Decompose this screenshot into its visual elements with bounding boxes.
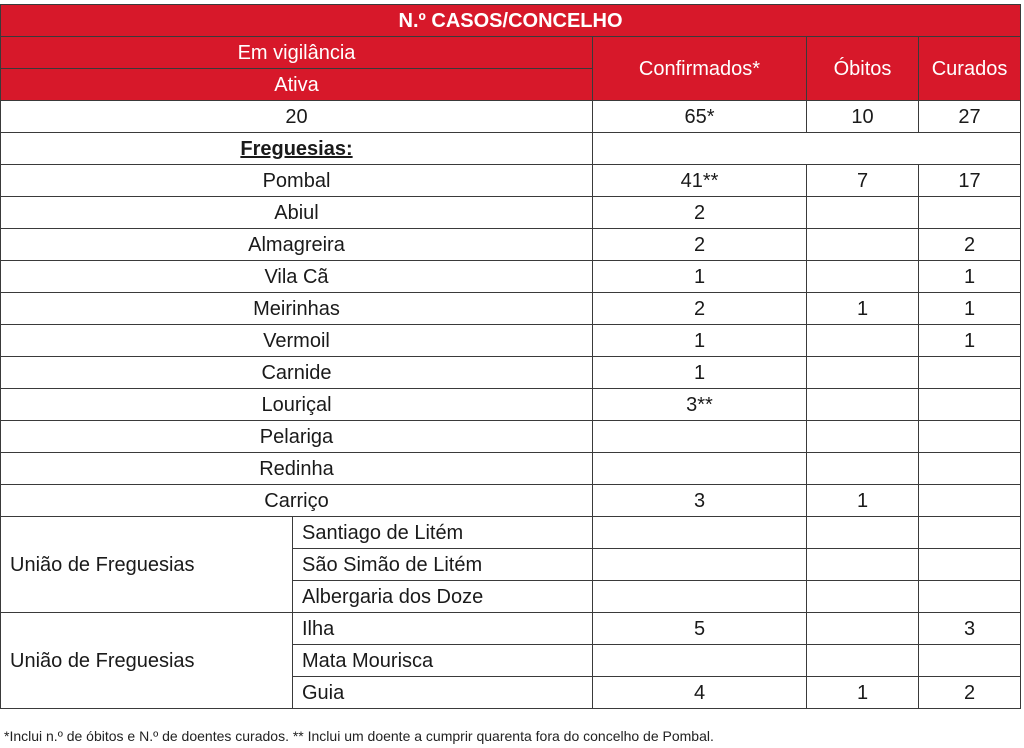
confirmados-cell — [593, 645, 807, 677]
freguesias-heading-row — [1, 133, 1021, 165]
curados-cell: 17 — [919, 165, 1021, 197]
obitos-cell — [807, 261, 919, 293]
uniao-label: União de Freguesias — [1, 517, 293, 613]
curados-cell — [919, 357, 1021, 389]
confirmados-cell — [593, 517, 807, 549]
confirmados-cell — [593, 421, 807, 453]
obitos-cell — [807, 421, 919, 453]
obitos-cell: 1 — [807, 293, 919, 325]
table-row — [1, 389, 1021, 421]
confirmados-cell: 1 — [593, 261, 807, 293]
obitos-cell — [807, 229, 919, 261]
curados-cell — [919, 421, 1021, 453]
obitos-cell — [807, 517, 919, 549]
curados-cell: 2 — [919, 229, 1021, 261]
table-row — [1, 165, 1021, 197]
table-row — [1, 197, 1021, 229]
freguesia-name: Redinha — [1, 453, 593, 485]
freguesia-name: Almagreira — [1, 229, 593, 261]
freguesia-name: Louriçal — [1, 389, 593, 421]
confirmados-cell: 1 — [593, 325, 807, 357]
uniao-member-name: Guia — [293, 677, 593, 709]
uniao-member-name: São Simão de Litém — [293, 549, 593, 581]
curados-cell: 1 — [919, 293, 1021, 325]
header-confirmados: Confirmados* — [593, 37, 807, 101]
curados-cell — [919, 517, 1021, 549]
curados-cell — [919, 581, 1021, 613]
uniao-label: União de Freguesias — [1, 613, 293, 709]
curados-cell: 2 — [919, 677, 1021, 709]
obitos-cell — [807, 613, 919, 645]
curados-cell: 3 — [919, 613, 1021, 645]
curados-cell — [919, 645, 1021, 677]
footnote: *Inclui n.º de óbitos e N.º de doentes curados. ** Inclui um doente a cumprir quarenta fora do concelho de Pombal. — [4, 728, 714, 744]
header-vigilancia-line2: Ativa — [1, 69, 593, 101]
uniao-member-name: Ilha — [293, 613, 593, 645]
curados-cell — [919, 549, 1021, 581]
confirmados-cell: 5 — [593, 613, 807, 645]
totals-row — [1, 101, 1021, 133]
curados-cell: 1 — [919, 325, 1021, 357]
freguesias-heading: Freguesias: — [1, 133, 593, 165]
table-row — [1, 261, 1021, 293]
table-row — [1, 453, 1021, 485]
uniao-member-name: Albergaria dos Doze — [293, 581, 593, 613]
freguesia-name: Vila Cã — [1, 261, 593, 293]
freguesia-name: Pombal — [1, 165, 593, 197]
confirmados-cell: 41** — [593, 165, 807, 197]
confirmados-cell — [593, 581, 807, 613]
table-row — [1, 229, 1021, 261]
freguesia-name: Carnide — [1, 357, 593, 389]
curados-cell — [919, 197, 1021, 229]
obitos-cell — [807, 197, 919, 229]
cases-table — [0, 4, 1021, 709]
obitos-cell — [807, 389, 919, 421]
confirmados-cell: 2 — [593, 229, 807, 261]
table-row — [1, 613, 1021, 645]
header-obitos: Óbitos — [807, 37, 919, 101]
total-confirmados: 65* — [593, 101, 807, 133]
table-row — [1, 325, 1021, 357]
total-vigilancia: 20 — [1, 101, 593, 133]
obitos-cell: 1 — [807, 485, 919, 517]
obitos-cell — [807, 645, 919, 677]
curados-cell — [919, 453, 1021, 485]
curados-cell — [919, 485, 1021, 517]
header-vigilancia-line1: Em vigilância — [1, 37, 593, 69]
uniao-member-name: Mata Mourisca — [293, 645, 593, 677]
freguesia-name: Vermoil — [1, 325, 593, 357]
confirmados-cell: 3 — [593, 485, 807, 517]
total-curados: 27 — [919, 101, 1021, 133]
confirmados-cell: 2 — [593, 293, 807, 325]
freguesia-name: Pelariga — [1, 421, 593, 453]
obitos-cell — [807, 357, 919, 389]
curados-cell: 1 — [919, 261, 1021, 293]
obitos-cell: 1 — [807, 677, 919, 709]
confirmados-cell: 1 — [593, 357, 807, 389]
obitos-cell — [807, 581, 919, 613]
header-curados: Curados — [919, 37, 1021, 101]
uniao-member-name: Santiago de Litém — [293, 517, 593, 549]
table-title: N.º CASOS/CONCELHO — [1, 5, 1021, 37]
confirmados-cell: 4 — [593, 677, 807, 709]
confirmados-cell — [593, 549, 807, 581]
confirmados-cell: 2 — [593, 197, 807, 229]
table-row — [1, 485, 1021, 517]
confirmados-cell: 3** — [593, 389, 807, 421]
freguesia-name: Abiul — [1, 197, 593, 229]
curados-cell — [919, 389, 1021, 421]
table-row — [1, 421, 1021, 453]
obitos-cell — [807, 453, 919, 485]
freguesia-name: Carriço — [1, 485, 593, 517]
freguesia-name: Meirinhas — [1, 293, 593, 325]
table-row — [1, 357, 1021, 389]
freguesias-heading-empty — [593, 133, 1021, 165]
confirmados-cell — [593, 453, 807, 485]
obitos-cell — [807, 325, 919, 357]
total-obitos: 10 — [807, 101, 919, 133]
table-row — [1, 517, 1021, 549]
obitos-cell: 7 — [807, 165, 919, 197]
table-row — [1, 293, 1021, 325]
obitos-cell — [807, 549, 919, 581]
